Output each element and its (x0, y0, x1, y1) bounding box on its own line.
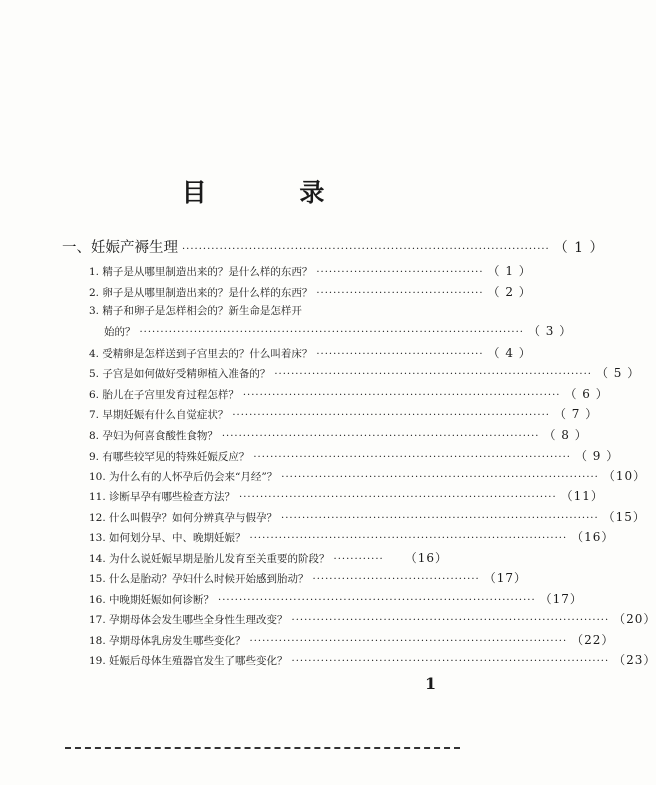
toc-item: 12. 什么叫假孕？如何分辨真孕与假孕？ ············································································ （15） (89, 510, 646, 524)
page-title: 目 录 (181, 178, 367, 207)
dot-leader: ···························································································· (139, 327, 524, 338)
toc-item: 15. 什么是胎动？孕妇什么时候开始感到胎动？ ········································ （17） (89, 571, 527, 585)
dot-leader: ············································································ (249, 533, 568, 544)
dot-leader: ············································································ (232, 410, 550, 421)
dot-leader: ········································ (312, 574, 480, 585)
toc-item: 1. 精子是从哪里制造出来的？是什么样的东西？ ········································ （ 1 ） (89, 264, 532, 278)
dot-leader: ············································································ (291, 656, 610, 667)
toc-item: 11. 诊断早孕有哪些检查方法？ ············································································ （11） (89, 489, 604, 503)
dot-leader: ············································································ (274, 369, 592, 380)
toc-item: 18. 孕期母体乳房发生哪些变化？ ············································································ （22） (89, 633, 615, 647)
page-number: 1 (425, 674, 437, 693)
toc-item: 13. 如何划分早、中、晚期妊娠？ ············································································ （16） (89, 530, 615, 544)
toc-item: 17. 孕期母体会发生哪些全身性生理改变？ ············································································ （20） (89, 612, 656, 626)
dot-leader: ············································································ (291, 615, 610, 626)
toc-item: 8. 孕妇为何喜食酸性食物？ ············································································ （ 8 ） (89, 428, 588, 442)
toc-item: 16. 中晚期妊娠如何诊断？ ············································································ （17） (89, 592, 583, 606)
toc-item: 7. 早期妊娠有什么自觉症状？ ············································································ （ 7 ） (89, 407, 599, 421)
dot-leader: ············································································ (281, 513, 599, 524)
dot-leader: ········································ (316, 267, 484, 278)
toc-item-first-line: 3. 精子和卵子是怎样相会的？新生命是怎样开 (89, 305, 302, 317)
toc-item: 5. 子宫是如何做好受精卵植入准备的？ ············································································ （ 5 ） (89, 366, 641, 380)
toc-section (62, 236, 605, 257)
dot-leader: ········································ (316, 349, 484, 360)
toc-section-label: 一、妊娠产褥生理 (62, 240, 178, 256)
toc-section-page: （ 1 ） (553, 240, 605, 256)
dot-leader: ············································································ (221, 431, 540, 442)
dot-leader: ············································································ (253, 452, 571, 463)
toc-item: 6. 胎儿在子宫里发育过程怎样？ ············································································ （ 6 ） (89, 387, 609, 401)
dot-leader: ········································ (316, 288, 484, 299)
dot-leader: ············································································ (239, 492, 557, 503)
dot-leader: ············································································ (249, 636, 568, 647)
toc-item: 始的？ ···························································································· （ 3 ） (104, 324, 573, 338)
toc-item: 10. 为什么有的人怀孕后仍会来“月经”？ ············································································ （10） (89, 469, 647, 483)
bottom-rule (65, 747, 460, 749)
dot-leader: ············································································ (218, 595, 536, 606)
toc-item: 4. 受精卵是怎样送到子宫里去的？什么叫着床？ ········································ （ 4 ） (89, 346, 532, 360)
toc-item: 19. 妊娠后母体生殖器官发生了哪些变化？ ············································································ （23） (89, 653, 656, 667)
toc-item: 14. 为什么说妊娠早期是胎儿发育至关重要的阶段？ ············ （16） (89, 551, 448, 565)
dot-leader: ············ (333, 554, 384, 565)
toc-item: 2. 卵子是从哪里制造出来的？是什么样的东西？ ········································ （ 2 ） (89, 285, 532, 299)
dot-leader: ············································································ (281, 472, 599, 483)
dot-leader: ············································································ (242, 390, 561, 401)
toc-item: 9. 有哪些较罕见的特殊妊娠反应？ ············································································ （ 9 ） (89, 449, 620, 463)
dot-leader: ························································································ (182, 244, 550, 255)
